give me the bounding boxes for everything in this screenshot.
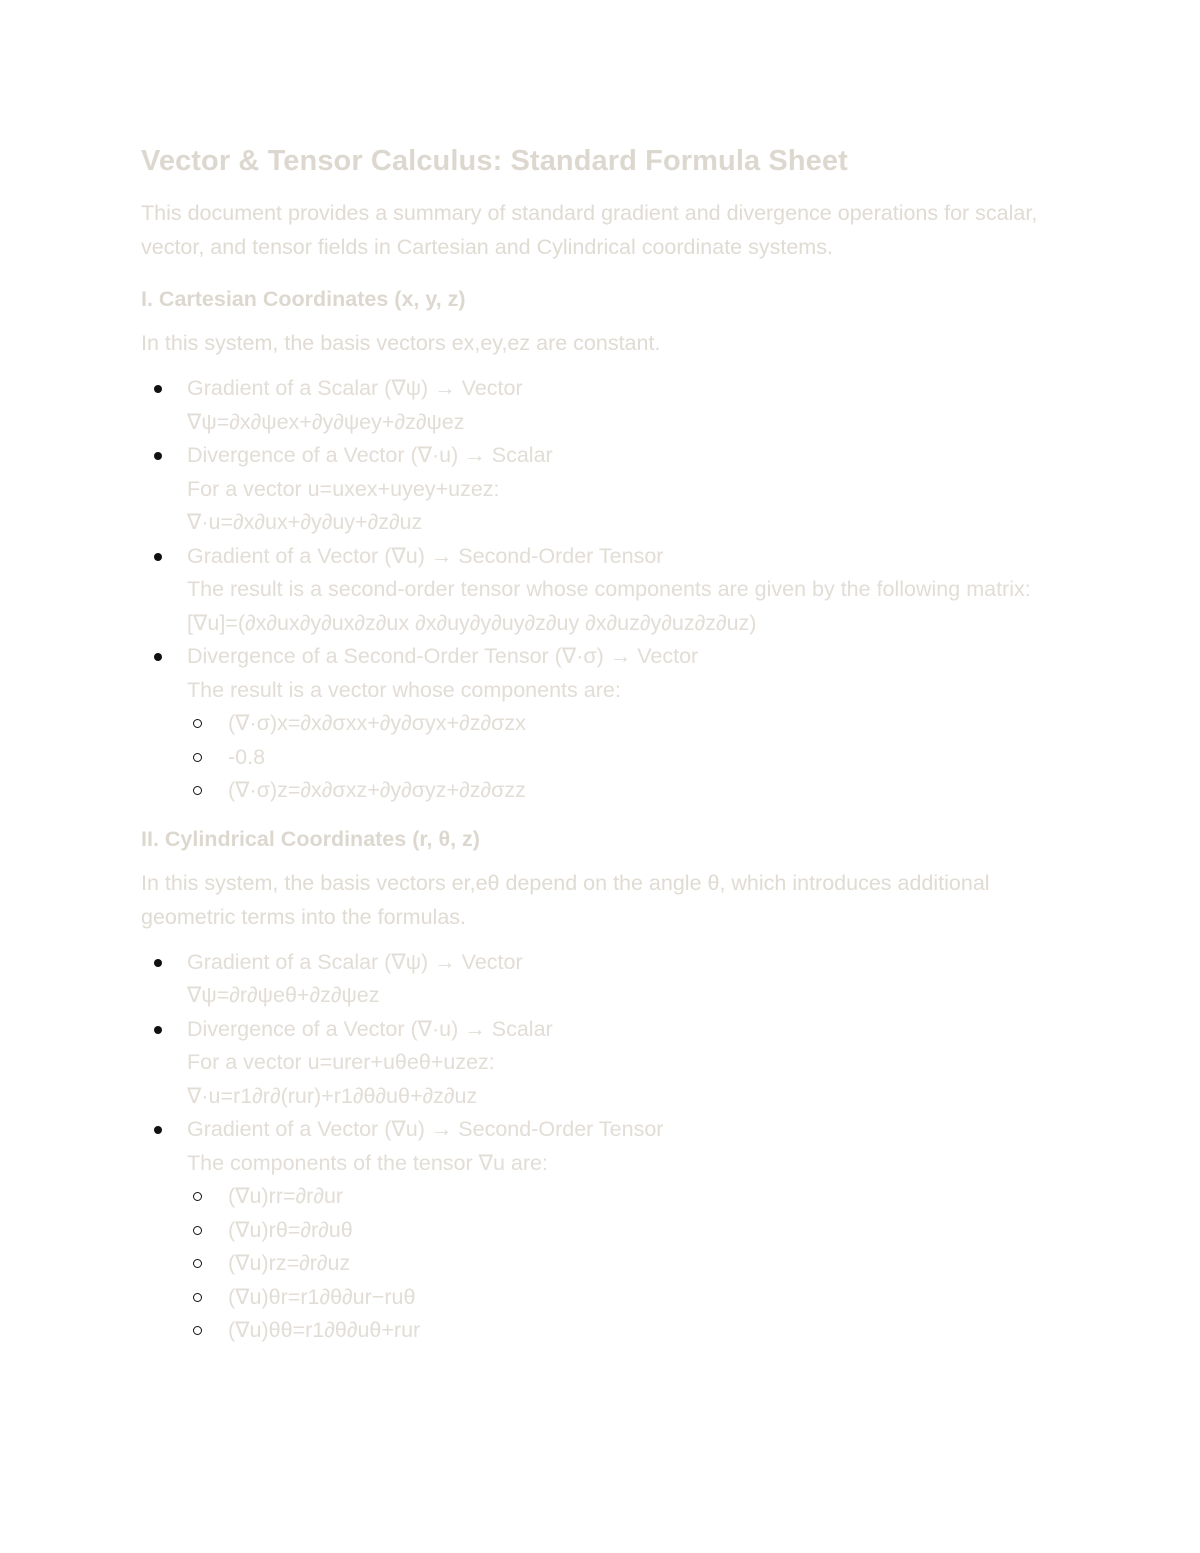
section-cartesian bbox=[141, 282, 1066, 808]
formula-line: The result is a vector whose components are: bbox=[187, 677, 621, 702]
intro-paragraph: This document provides a summary of standard gradient and divergence operations for scalar, vector, and tensor fields in Cartesian and Cylindrical coordinate systems. bbox=[141, 201, 1038, 259]
section-heading-cartesian: I. Cartesian Coordinates (x, y, z) bbox=[141, 287, 466, 311]
formula-list-cylindrical bbox=[141, 946, 1066, 1348]
formula-line: [∇u]=(∂x∂ux∂y∂ux∂z∂ux ∂x∂uy∂y∂uy∂z∂uy ∂x∂uz∂y∂uz∂z∂uz) bbox=[187, 610, 757, 635]
formula-line: ∇ψ=∂r∂ψeθ+∂z∂ψez bbox=[187, 983, 380, 1007]
formula-line: ∇·u=r1∂r∂(rur)+r1∂θ∂uθ+∂z∂uz bbox=[187, 1083, 478, 1108]
circle-bullet-icon bbox=[193, 786, 202, 795]
formula-title: Gradient of a Scalar (∇ψ) → Vector bbox=[187, 376, 523, 400]
section-heading-cylindrical: II. Cylindrical Coordinates (r, θ, z) bbox=[141, 826, 480, 851]
formula-title: Divergence of a Second-Order Tensor (∇·σ) → Vector bbox=[187, 644, 699, 668]
formula-title: Divergence of a Vector (∇·u) → Scalar bbox=[187, 443, 553, 467]
formula-item bbox=[141, 372, 1066, 439]
formula-item bbox=[141, 439, 1066, 540]
circle-bullet-icon bbox=[193, 719, 202, 728]
component-item bbox=[187, 741, 1066, 775]
component-item bbox=[187, 1214, 1066, 1248]
circle-bullet-icon bbox=[193, 1226, 202, 1235]
formula-title: Gradient of a Vector (∇u) → Second-Order Tensor bbox=[187, 543, 664, 568]
section-cylindrical bbox=[141, 822, 1066, 1348]
formula-list-cartesian bbox=[141, 372, 1066, 808]
circle-bullet-icon bbox=[193, 1192, 202, 1201]
bullet-icon bbox=[154, 1026, 162, 1034]
document-title: Vector & Tensor Calculus: Standard Formula Sheet bbox=[141, 145, 848, 177]
bullet-icon bbox=[154, 653, 162, 661]
formula-title: Divergence of a Vector (∇·u) → Scalar bbox=[187, 1016, 553, 1041]
section-description-cylindrical: In this system, the basis vectors er,eθ depend on the angle θ, which introduces additional geometric terms into the formulas. bbox=[141, 870, 990, 929]
component-list bbox=[187, 1180, 1066, 1348]
component-formula: (∇·σ)z=∂x∂σxz+∂y∂σyz+∂z∂σzz bbox=[228, 778, 526, 802]
bullet-icon bbox=[154, 959, 162, 967]
circle-bullet-icon bbox=[193, 1293, 202, 1302]
formula-item bbox=[141, 1013, 1066, 1114]
document-page bbox=[141, 140, 1066, 1362]
component-list bbox=[187, 707, 1066, 808]
component-formula: (∇u)θθ=r1∂θ∂uθ+rur bbox=[228, 1318, 421, 1342]
formula-item bbox=[141, 1113, 1066, 1348]
formula-item bbox=[141, 640, 1066, 808]
circle-bullet-icon bbox=[193, 1326, 202, 1335]
formula-title: Gradient of a Vector (∇u) → Second-Order Tensor bbox=[187, 1117, 664, 1141]
circle-bullet-icon bbox=[193, 753, 202, 762]
formula-line: The components of the tensor ∇u are: bbox=[187, 1150, 548, 1175]
circle-bullet-icon bbox=[193, 1259, 202, 1268]
component-item bbox=[187, 1314, 1066, 1348]
formula-item bbox=[141, 946, 1066, 1013]
component-formula: (∇u)rz=∂r∂uz bbox=[228, 1251, 351, 1275]
formula-line: The result is a second-order tensor whose components are given by the following matrix: bbox=[187, 577, 1031, 601]
formula-line: ∇ψ=∂x∂ψex+∂y∂ψey+∂z∂ψez bbox=[187, 409, 465, 434]
bullet-icon bbox=[154, 1126, 162, 1134]
bullet-icon bbox=[154, 553, 162, 561]
component-formula: (∇u)rθ=∂r∂uθ bbox=[228, 1217, 353, 1242]
section-description-cartesian: In this system, the basis vectors ex,ey,ez are constant. bbox=[141, 331, 661, 355]
component-item bbox=[187, 774, 1066, 808]
formula-title: Gradient of a Scalar (∇ψ) → Vector bbox=[187, 949, 523, 974]
formula-item bbox=[141, 540, 1066, 641]
component-item bbox=[187, 707, 1066, 741]
component-item bbox=[187, 1281, 1066, 1315]
component-formula: (∇u)θr=r1∂θ∂ur−ruθ bbox=[228, 1284, 416, 1309]
component-formula: -0.8 bbox=[228, 744, 266, 769]
component-item bbox=[187, 1180, 1066, 1214]
formula-line: For a vector u=urer+uθeθ+uzez: bbox=[187, 1050, 495, 1074]
component-formula: (∇·σ)x=∂x∂σxx+∂y∂σyx+∂z∂σzx bbox=[228, 711, 526, 735]
formula-line: ∇·u=∂x∂ux+∂y∂uy+∂z∂uz bbox=[187, 510, 423, 534]
component-item bbox=[187, 1247, 1066, 1281]
component-formula: (∇u)rr=∂r∂ur bbox=[228, 1184, 344, 1208]
bullet-icon bbox=[154, 452, 162, 460]
formula-line: For a vector u=uxex+uyey+uzez: bbox=[187, 476, 500, 501]
bullet-icon bbox=[154, 385, 162, 393]
